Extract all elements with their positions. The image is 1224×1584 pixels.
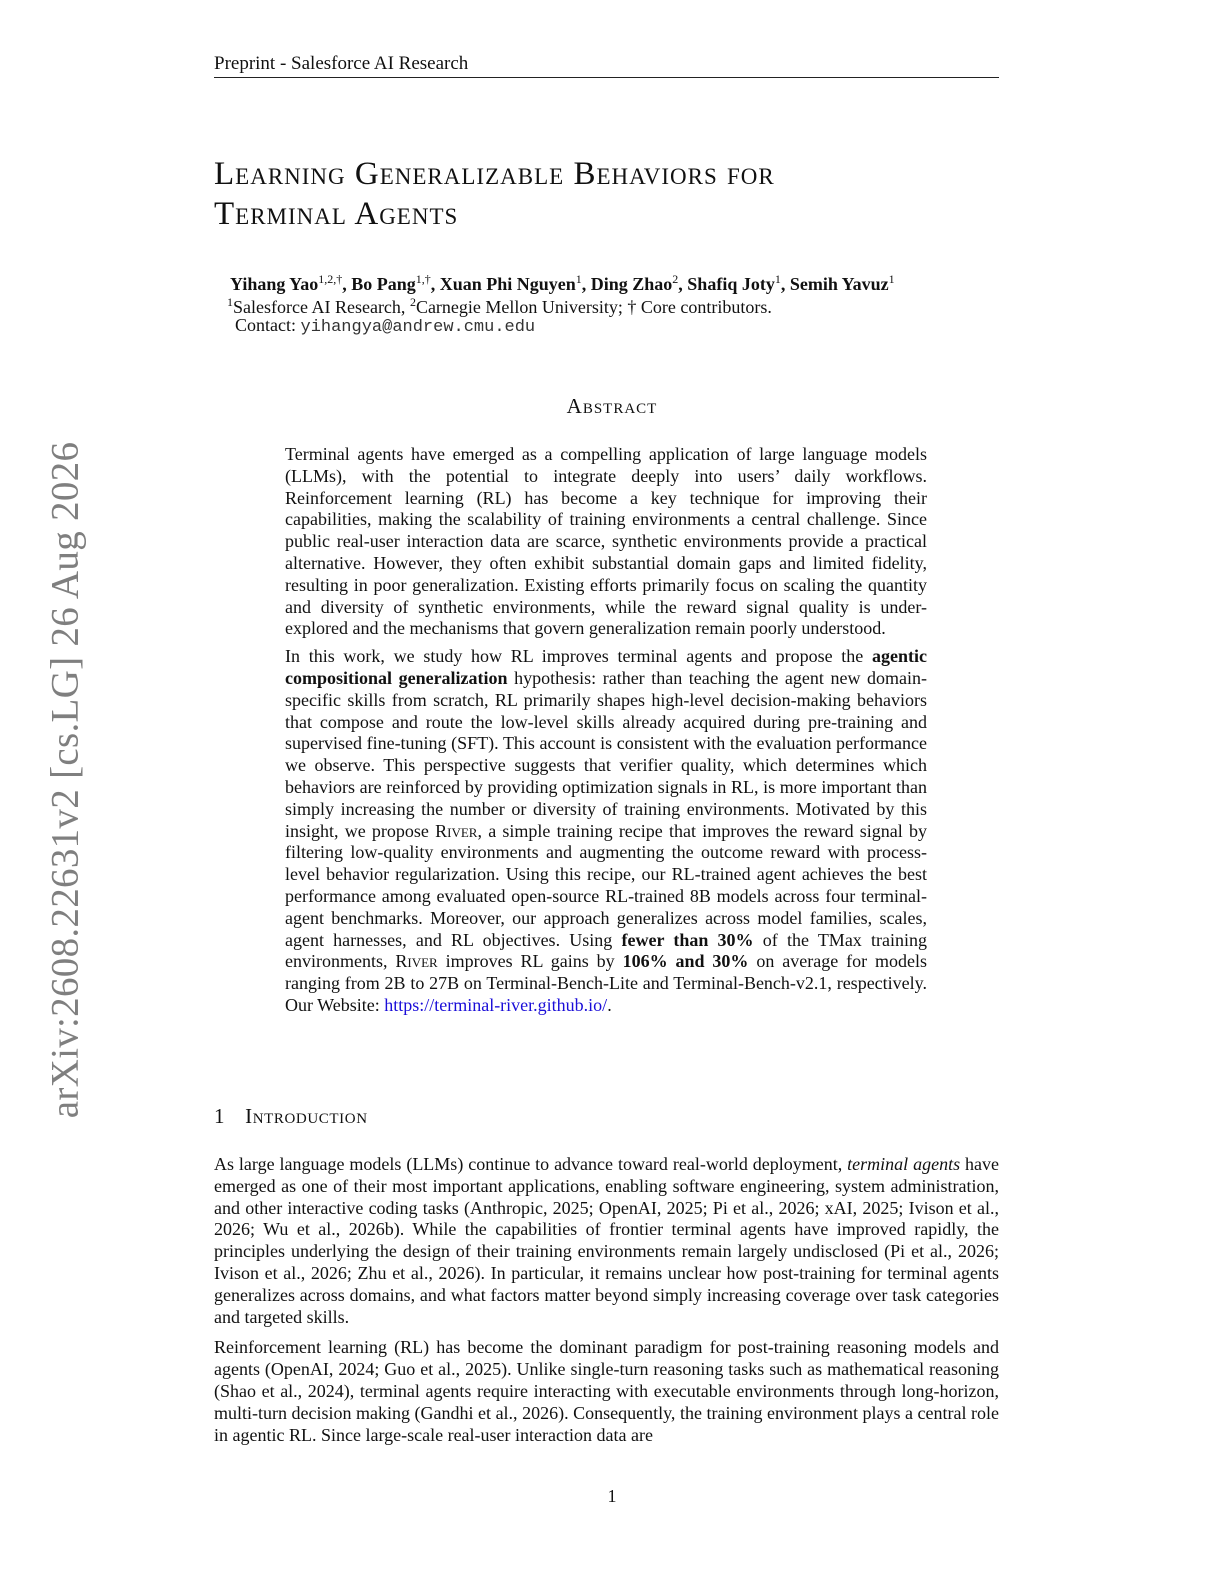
abstract-emphasis: 106% and 30% — [622, 951, 749, 972]
abstract-text: . — [607, 994, 612, 1015]
paper-title — [214, 154, 1014, 234]
affiliation-mark: 1 — [227, 295, 233, 309]
intro-emphasis: terminal agents — [847, 1154, 961, 1174]
author-affiliation-mark: 2 — [672, 272, 679, 286]
author-affiliation-mark: 1 — [575, 272, 582, 286]
abstract-paragraph-1: Terminal agents have emerged as a compelling application of large language models (LLMs), with the potential to integrate deeply into users’ daily workflows. Reinforcement learning (RL) has become a key technique for improving their capabilities, making the scalability of training environments a central challenge. Since public real-user interaction data are scarce, synthetic environments provide a practical alternative. However, they often exhibit substantial domain gaps and limited fidelity, resulting in poor generalization. Existing efforts primarily focus on scaling the quantity and diversity of synthetic environments, while the reward signal quality is under-explored and the mechanisms that govern generalization remain poorly understood. — [285, 444, 927, 639]
abstract-text: hypothesis: rather than teaching the agent new domain-specific skills from scratch, RL primarily shapes high-level decision-making behaviors that compose and route the low-level skills already acquired during pre-training and supervised fine-tuning (SFT). This account is consistent with the evaluation performance we observe. This perspective suggests that verifier quality, which determines which behaviors are reinforced by providing optimization signals in RL, is more important than simply increasing the number or diversity of training environments. Motivated by this insight, we propose — [285, 667, 928, 841]
affiliation-1: Salesforce AI Research, — [233, 297, 410, 317]
author-separator: , — [342, 274, 352, 294]
page-number: 1 — [607, 1486, 617, 1506]
author-affiliation-mark: 1,† — [415, 272, 431, 286]
author-name: Shafiq Joty — [687, 274, 775, 294]
author-name: Semih Yavuz — [789, 274, 889, 294]
section-heading — [214, 1104, 368, 1129]
author-separator: , — [678, 274, 688, 294]
method-name: River — [435, 820, 478, 841]
section-title: Introduction — [245, 1104, 368, 1128]
affiliation-mark: 2 — [409, 295, 416, 309]
author-separator: , — [780, 274, 790, 294]
contact-label: Contact: — [235, 315, 301, 335]
abstract-emphasis: fewer than 30% — [621, 929, 754, 950]
author-name: Yihang Yao — [230, 274, 319, 294]
abstract-emphasis: agentic compositional generalization — [285, 646, 927, 688]
title-line-2: Terminal Agents — [214, 196, 459, 232]
abstract-text: improves RL gains by — [437, 951, 623, 972]
introduction-body — [214, 1154, 999, 1455]
method-name: River — [395, 951, 438, 972]
author-name: Ding Zhao — [590, 274, 673, 294]
abstract-text: , a simple training recipe that improves the reward signal by filtering low-quality environments and augmenting the outcome reward with process-level behavior regularization. Using this recipe, our RL-trained agent achieves the best performance among evaluated open-source RL-trained 8B models across four terminal-agent benchmarks. Moreover, our approach generalizes across model families, scales, agent harnesses, and RL objectives. Using — [285, 820, 928, 950]
contact-line — [235, 314, 535, 339]
author-affiliation-mark: 1 — [774, 272, 781, 286]
title-line-1: Learning Generalizable Behaviors for — [214, 156, 775, 192]
contact-email: yihangya@andrew.cmu.edu — [300, 318, 536, 337]
intro-paragraph-2: Reinforcement learning (RL) has become the dominant paradigm for post-training reasoning models and agents (OpenAI, 2024; Guo et al., 2025). Unlike single-turn reasoning tasks such as mathematical reasoning (Shao et al., 2024), terminal agents require interacting with executable environments through long-horizon, multi-turn decision making (Gandhi et al., 2026). Consequently, the training environment plays a central role in agentic RL. Since large-scale real-user interaction data are — [214, 1337, 999, 1445]
intro-text: have emerged as one of their most important applications, enabling software engineering, system administration, and other interactive coding tasks (Anthropic, 2025; OpenAI, 2025; Pi et al., 2026; xAI, 2025; Ivison et al., 2026; Wu et al., 2026b). While the capabilities of frontier terminal agents have improved rapidly, the principles underlying the design of their training environments remain largely undisclosed (Pi et al., 2026; Ivison et al., 2026; Zhu et al., 2026). In particular, it remains unclear how post-training for terminal agents generalizes across domains, and what factors matter beyond simply increasing coverage over task categories and targeted skills. — [214, 1154, 999, 1327]
author-separator: , — [430, 274, 440, 294]
abstract-body — [285, 444, 927, 1023]
author-name: Xuan Phi Nguyen — [439, 274, 576, 294]
abstract-text: on average for models ranging from 2B to 27B on Terminal-Bench-Lite and Terminal-Bench-v2.1, respectively. Our Website: — [285, 951, 927, 1015]
abstract-paragraph-2 — [285, 646, 927, 1017]
author-affiliation-mark: 1,2,† — [318, 272, 343, 286]
abstract-heading: Abstract — [566, 394, 658, 418]
author-affiliation-mark: 1 — [888, 272, 895, 286]
intro-paragraph-1 — [214, 1154, 999, 1328]
author-separator: , — [581, 274, 591, 294]
section-number: 1 — [214, 1104, 226, 1128]
author-name: Bo Pang — [351, 274, 416, 294]
abstract-text: of the TMax training environments, — [285, 929, 927, 972]
intro-text: As large language models (LLMs) continue to advance toward real-world deployment, — [214, 1154, 848, 1174]
running-header: Preprint - Salesforce AI Research — [214, 52, 999, 78]
affiliation-2: Carnegie Mellon University; † Core contributors. — [415, 297, 772, 317]
website-link[interactable]: https://terminal-river.github.io/ — [384, 994, 608, 1015]
abstract-text: In this work, we study how RL improves terminal agents and propose the — [285, 646, 873, 667]
arxiv-identifier: arXiv:2608.22631v2 [cs.LG] 26 Aug 2026 — [43, 441, 87, 1119]
